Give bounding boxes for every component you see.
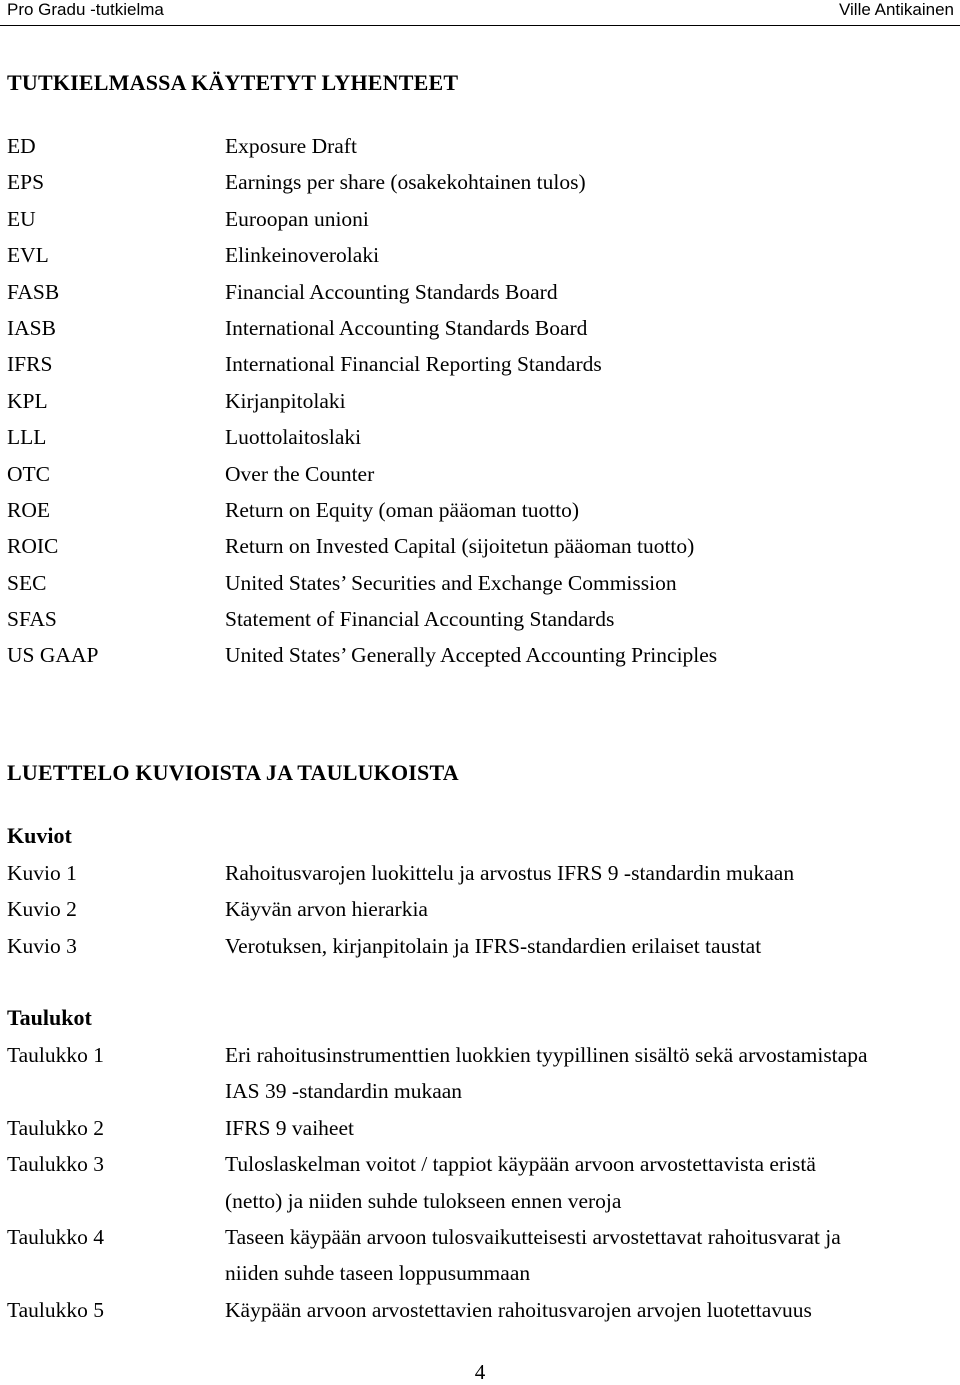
figures-list bbox=[7, 855, 957, 964]
abbreviation-term: SFAS bbox=[7, 607, 57, 632]
abbreviation-definition: Over the Counter bbox=[225, 461, 375, 486]
abbreviation-term: IFRS bbox=[7, 352, 53, 377]
abbreviation-definition: United States’ Securities and Exchange Commission bbox=[225, 570, 677, 595]
abbreviation-term: ED bbox=[7, 134, 36, 158]
figures-heading: Kuviot bbox=[7, 823, 72, 848]
abbreviation-row bbox=[7, 164, 957, 200]
abbreviation-definition: Earnings per share (osakekohtainen tulos) bbox=[225, 170, 586, 195]
table-label: Taulukko 4 bbox=[7, 1224, 105, 1249]
abbreviation-term: IASB bbox=[7, 315, 56, 340]
table-caption: Taseen käypään arvoon tulosvaikutteisesti arvostettavat rahoitusvarat ja bbox=[225, 1224, 841, 1249]
abbreviation-definition: Kirjanpitolaki bbox=[225, 388, 346, 413]
table-caption: Tuloslaskelman voitot / tappiot käypään arvoon arvostettavista eristä bbox=[225, 1152, 816, 1177]
abbreviation-row bbox=[7, 492, 957, 528]
abbreviation-definition: Financial Accounting Standards Board bbox=[225, 279, 558, 304]
header-divider bbox=[0, 25, 960, 26]
tables-heading: Taulukot bbox=[7, 1005, 92, 1030]
table-caption-line-2: niiden suhde taseen loppusummaan bbox=[225, 1261, 531, 1286]
abbreviation-term: EVL bbox=[7, 243, 49, 268]
abbreviation-row bbox=[7, 528, 957, 564]
abbreviation-row bbox=[7, 201, 957, 237]
figure-entry bbox=[7, 855, 957, 891]
table-entry-continued bbox=[7, 1255, 957, 1291]
table-caption: IFRS 9 vaiheet bbox=[225, 1115, 354, 1140]
table-entry-continued bbox=[7, 1183, 957, 1219]
figure-caption: Käyvän arvon hierarkia bbox=[225, 897, 428, 922]
table-entry-continued bbox=[7, 1073, 957, 1109]
abbreviation-row bbox=[7, 310, 957, 346]
figure-entry bbox=[7, 928, 957, 964]
abbreviation-row bbox=[7, 637, 957, 673]
abbreviations-list bbox=[7, 128, 957, 674]
abbreviation-term: ROE bbox=[7, 497, 50, 522]
abbreviation-definition: Return on Invested Capital (sijoitetun pääoman tuotto) bbox=[225, 534, 695, 559]
abbreviation-term: OTC bbox=[7, 461, 50, 486]
abbreviation-row bbox=[7, 237, 957, 273]
table-caption-line-2: IAS 39 -standardin mukaan bbox=[225, 1079, 463, 1104]
figure-label: Kuvio 2 bbox=[7, 897, 77, 922]
figure-caption: Verotuksen, kirjanpitolain ja IFRS-standardien erilaiset taustat bbox=[225, 933, 762, 958]
table-label: Taulukko 5 bbox=[7, 1297, 105, 1322]
abbreviation-term: LLL bbox=[7, 425, 47, 450]
table-entry bbox=[7, 1037, 957, 1073]
abbreviation-term: SEC bbox=[7, 570, 47, 595]
abbreviation-row bbox=[7, 565, 957, 601]
abbreviation-definition: Exposure Draft bbox=[225, 134, 357, 158]
header-right-text: Ville Antikainen bbox=[839, 0, 954, 19]
list-of-figures-title: LUETTELO KUVIOISTA JA TAULUKOISTA bbox=[7, 760, 459, 785]
table-caption-line-2: (netto) ja niiden suhde tulokseen ennen veroja bbox=[225, 1188, 622, 1213]
abbreviation-term: KPL bbox=[7, 388, 48, 413]
abbreviation-definition: International Financial Reporting Standards bbox=[225, 352, 602, 377]
table-label: Taulukko 1 bbox=[7, 1043, 105, 1067]
table-entry bbox=[7, 1110, 957, 1146]
abbreviation-term: EPS bbox=[7, 170, 45, 195]
abbreviation-term: ROIC bbox=[7, 534, 59, 559]
header-left-text: Pro Gradu -tutkielma bbox=[7, 0, 164, 19]
abbreviation-row bbox=[7, 383, 957, 419]
abbreviation-row bbox=[7, 419, 957, 455]
abbreviation-definition: International Accounting Standards Board bbox=[225, 315, 588, 340]
table-entry bbox=[7, 1146, 957, 1182]
abbreviation-row bbox=[7, 128, 957, 164]
table-label: Taulukko 2 bbox=[7, 1115, 105, 1140]
abbreviation-row bbox=[7, 601, 957, 637]
abbreviation-definition: Return on Equity (oman pääoman tuotto) bbox=[225, 497, 580, 522]
table-entry bbox=[7, 1219, 957, 1255]
abbreviation-row bbox=[7, 346, 957, 382]
abbreviation-definition: United States’ Generally Accepted Accounting Principles bbox=[225, 643, 718, 668]
table-entry bbox=[7, 1292, 957, 1328]
table-caption: Käypään arvoon arvostettavien rahoitusvarojen arvojen luotettavuus bbox=[225, 1297, 812, 1322]
abbreviation-definition: Euroopan unioni bbox=[225, 206, 369, 231]
abbreviation-definition: Luottolaitoslaki bbox=[225, 425, 362, 450]
figure-label: Kuvio 1 bbox=[7, 861, 77, 885]
table-label: Taulukko 3 bbox=[7, 1152, 105, 1177]
abbreviation-definition: Statement of Financial Accounting Standards bbox=[225, 607, 615, 632]
abbreviation-term: US GAAP bbox=[7, 643, 99, 668]
table-caption: Eri rahoitusinstrumenttien luokkien tyypillinen sisältö sekä arvostamistapa bbox=[225, 1043, 868, 1067]
abbreviation-definition: Elinkeinoverolaki bbox=[225, 243, 380, 268]
abbreviation-term: EU bbox=[7, 206, 36, 231]
page-header bbox=[0, 0, 960, 24]
figure-entry bbox=[7, 891, 957, 927]
tables-list bbox=[7, 1037, 957, 1328]
page-number: 4 bbox=[474, 1360, 486, 1384]
abbreviations-title: TUTKIELMASSA KÄYTETYT LYHENTEET bbox=[7, 70, 459, 95]
abbreviation-row bbox=[7, 456, 957, 492]
abbreviation-term: FASB bbox=[7, 279, 60, 304]
figure-caption: Rahoitusvarojen luokittelu ja arvostus IFRS 9 -standardin mukaan bbox=[225, 861, 795, 885]
abbreviation-row bbox=[7, 274, 957, 310]
figure-label: Kuvio 3 bbox=[7, 933, 77, 958]
